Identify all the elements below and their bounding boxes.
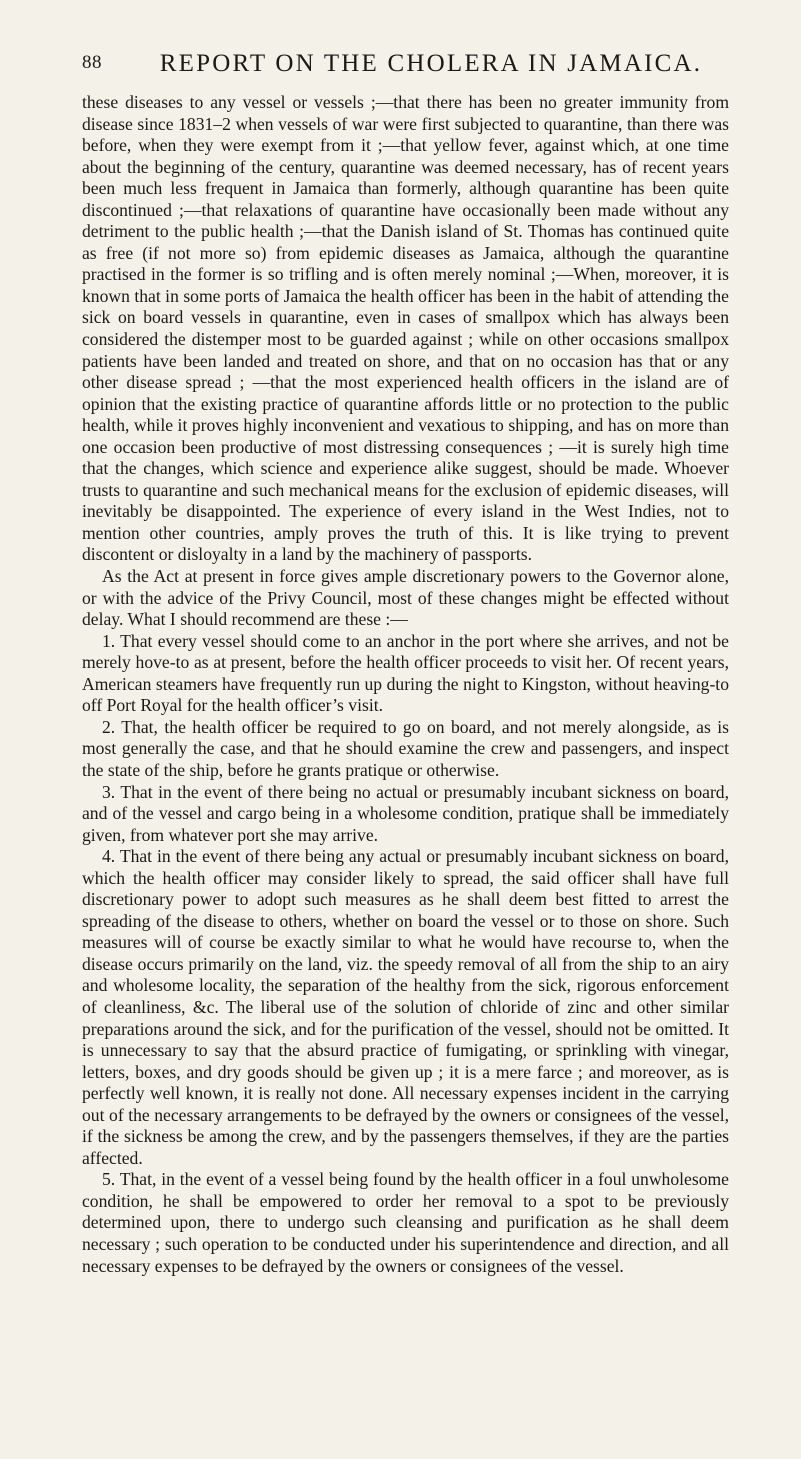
recommendation-item-1: 1. That every vessel should come to an anchor in the port where she arrives, and not be merely hove-to as at present, before the health officer proceeds to visit her. Of recent years, American steamers have frequently run up during the night to Kingston, without heaving-to off Port Royal for the health officer’s visit. <box>82 630 729 716</box>
page-number: 88 <box>82 52 102 73</box>
paragraph-recommendation-intro: As the Act at present in force gives ample discretionary powers to the Governor alone, or with the advice of the Privy Council, most of these changes might be effected without delay. What I should recommend are these :— <box>82 566 729 630</box>
running-title: REPORT ON THE CHOLERA IN JAMAICA. <box>159 50 703 77</box>
page-header <box>82 50 728 86</box>
recommendation-item-3: 3. That in the event of there being no actual or presumably incubant sickness on board, and of the vessel and cargo being in a wholesome condition, pratique shall be immediately given, from whatever port she may arrive. <box>82 781 729 845</box>
recommendation-item-5: 5. That, in the event of a vessel being found by the health officer in a foul unwholesome condition, he shall be empowered to order her removal to a spot to be previously determined upon, there to undergo such cleansing and purification as he shall deem necessary ; such operation to be conducted under his superintendence and direction, and all necessary expenses to be defrayed by the owners or consignees of the vessel. <box>82 1169 729 1276</box>
recommendation-item-2: 2. That, the health officer be required to go on board, and not merely alongside, as is most generally the case, and that he should examine the crew and passengers, and inspect the state of the ship, before he grants pratique or otherwise. <box>82 716 729 780</box>
recommendation-item-4: 4. That in the event of there being any actual or presumably incubant sickness on board, which the health officer may consider likely to spread, the said officer shall have full discretionary power to adopt such measures as he shall deem best fitted to arrest the spreading of the disease to others, whether on board the vessel or to those on shore. Such measures will of course be exactly similar to what he would have recourse to, when the disease occurs primarily on the land, viz. the speedy removal of all from the ship to an airy and wholesome locality, the separation of the healthy from the sick, rigorous enforcement of cleanliness, &c. The liberal use of the solution of chloride of zinc and other similar preparations around the sick, and for the purification of the vessel, should not be omitted. It is unnecessary to say that the absurd practice of fumigating, or sprinkling with vinegar, letters, boxes, and dry goods should be given up ; it is a mere farce ; and moreover, as is perfectly well known, it is really not done. All necessary expenses incident in the carrying out of the necessary arrangements to be defrayed by the owners or consignees of the vessel, if the sickness be among the crew, and by the passengers themselves, if they are the parties affected. <box>82 846 729 1168</box>
body-text <box>82 92 729 1277</box>
paragraph-continuation: these diseases to any vessel or vessels ;—that there has been no greater immunity from disease since 1831–2 when vessels of war were first subjected to quarantine, than there was before, when they were exempt from it ;—that yellow fever, against which, at one time about the beginning of the century, quarantine was deemed necessary, has of recent years been much less frequent in Jamaica than formerly, although quarantine has been quite discontinued ;—that relaxations of quarantine have occasionally been made without any detriment to the public health ;—that the Danish island of St. Thomas has continued quite as free (if not more so) from epidemic diseases as Jamaica, although the quarantine practised in the former is so trifling and is often merely nominal ;—When, moreover, it is known that in some ports of Jamaica the health officer has been in the habit of attending the sick on board vessels in quarantine, even in cases of smallpox which has always been considered the distemper most to be guarded against ; while on other occasions smallpox patients have been landed and treated on shore, and that on no occasion has that or any other disease spread ; —that the most experienced health officers in the island are of opinion that the existing practice of quarantine affords little or no protection to the public health, while it proves highly inconvenient and vexatious to shipping, and has on more than one occasion been productive of most distressing consequences ; —it is surely high time that the changes, which science and experience alike suggest, should be made. Whoever trusts to quarantine and such mechanical means for the exclusion of epidemic diseases, will inevitably be disappointed. The experience of every island in the West Indies, not to mention other countries, amply proves the truth of this. It is like trying to prevent discontent or disloyalty in a land by the machinery of passports. <box>82 92 729 565</box>
